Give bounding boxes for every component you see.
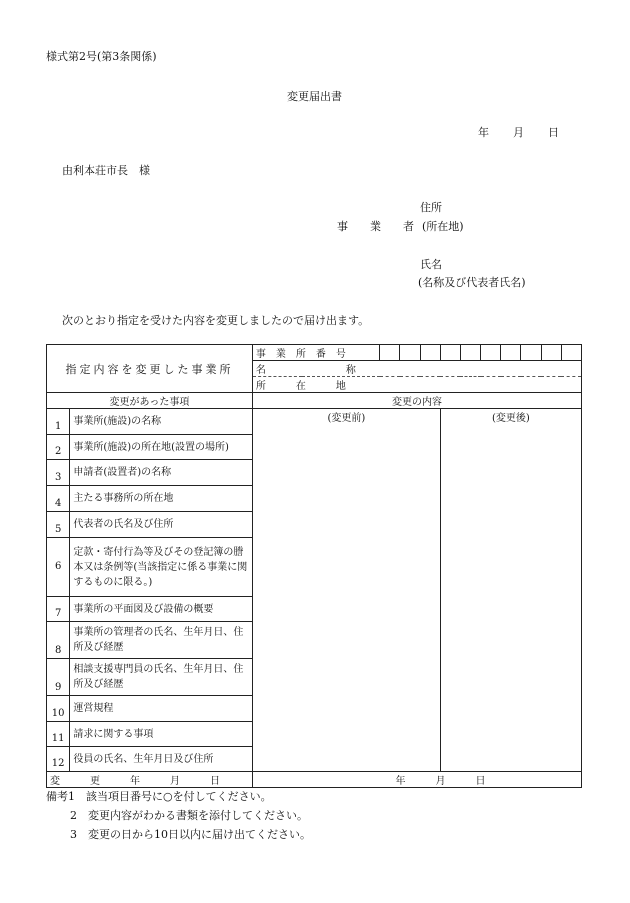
office-number-digit[interactable] <box>481 345 501 361</box>
note-1: 備考1 該当項目番号に○を付してください。 <box>46 790 272 803</box>
date-year: 年 <box>478 126 489 139</box>
note-2: 2 変更内容がわかる書類を添付してください。 <box>70 809 308 822</box>
item-number[interactable]: 12 <box>47 747 70 772</box>
office-number-digit[interactable] <box>460 345 480 361</box>
item-number[interactable]: 10 <box>47 696 70 722</box>
change-date-right[interactable]: 年 月 日 <box>252 772 581 788</box>
item-text: 定款・寄付行為等及びその登記簿の謄本又は条例等(当該指定に係る事業に関するものに限る。) <box>70 538 253 597</box>
office-number-digit[interactable] <box>380 345 400 361</box>
item-text: 事業所(施設)の所在地(設置の場所) <box>70 435 253 460</box>
item-text: 運営規程 <box>70 696 253 722</box>
section-label: 指定内容を変更した事業所 <box>47 345 253 393</box>
item-text: 代表者の氏名及び住所 <box>70 512 253 538</box>
item-number[interactable]: 3 <box>47 460 70 486</box>
office-number-digit[interactable] <box>501 345 521 361</box>
addressee: 由利本荘市長 様 <box>62 164 150 177</box>
item-number[interactable]: 7 <box>47 597 70 622</box>
office-name-row[interactable] <box>252 361 581 377</box>
item-text: 役員の氏名、生年月日及び住所 <box>70 747 253 772</box>
item-text: 事業所の平面図及び設備の概要 <box>70 597 253 622</box>
office-location-row[interactable] <box>252 377 581 393</box>
item-number[interactable]: 8 <box>47 622 70 659</box>
change-date-left[interactable]: 変 更 年 月 日 <box>47 772 253 788</box>
office-name-label: 名 称 <box>255 365 356 376</box>
item-number[interactable]: 9 <box>47 659 70 696</box>
item-text: 申請者(設置者)の名称 <box>70 460 253 486</box>
office-number-label: 事 業 所 番 号 <box>252 345 379 361</box>
after-content[interactable] <box>440 409 581 772</box>
date-month: 月 <box>513 126 524 139</box>
before-content[interactable] <box>252 409 440 772</box>
item-number[interactable]: 1 <box>47 409 70 435</box>
item-text: 相談支援専門員の氏名、生年月日、住所及び経歴 <box>70 659 253 696</box>
office-number-digit[interactable] <box>420 345 440 361</box>
document-title: 変更届出書 <box>287 90 342 103</box>
item-number[interactable]: 5 <box>47 512 70 538</box>
office-location-label: 所 在 地 <box>255 381 346 392</box>
name-note: (名称及び代表者氏名) <box>418 276 526 289</box>
office-number-digit[interactable] <box>541 345 561 361</box>
item-text: 主たる事務所の所在地 <box>70 486 253 512</box>
office-number-digit[interactable] <box>521 345 541 361</box>
office-number-digit[interactable] <box>440 345 460 361</box>
item-text: 請求に関する事項 <box>70 722 253 747</box>
office-number-digit[interactable] <box>400 345 420 361</box>
name-label: 氏名 <box>420 258 442 271</box>
items-header: 変更があった事項 <box>47 393 253 409</box>
item-number[interactable]: 11 <box>47 722 70 747</box>
intro-text: 次のとおり指定を受けた内容を変更しましたので届け出ます。 <box>62 314 370 327</box>
address-label: 住所 <box>420 201 442 214</box>
note-3: 3 変更の日から10日以内に届け出てください。 <box>70 828 311 841</box>
after-label: (変更後) <box>491 413 530 424</box>
before-label: (変更前) <box>327 413 366 424</box>
item-number[interactable]: 4 <box>47 486 70 512</box>
change-table <box>46 344 582 788</box>
item-text: 事業所の管理者の氏名、生年月日、住所及び経歴 <box>70 622 253 659</box>
office-number-digit[interactable] <box>561 345 581 361</box>
business-label: 事 業 者 <box>337 220 414 233</box>
item-number[interactable]: 2 <box>47 435 70 460</box>
form-number: 様式第2号(第3条関係) <box>46 50 157 63</box>
location-label: (所在地) <box>422 220 464 233</box>
item-text: 事業所(施設)の名称 <box>70 409 253 435</box>
date-day: 日 <box>548 126 559 139</box>
content-header: 変更の内容 <box>252 393 581 409</box>
item-number[interactable]: 6 <box>47 538 70 597</box>
